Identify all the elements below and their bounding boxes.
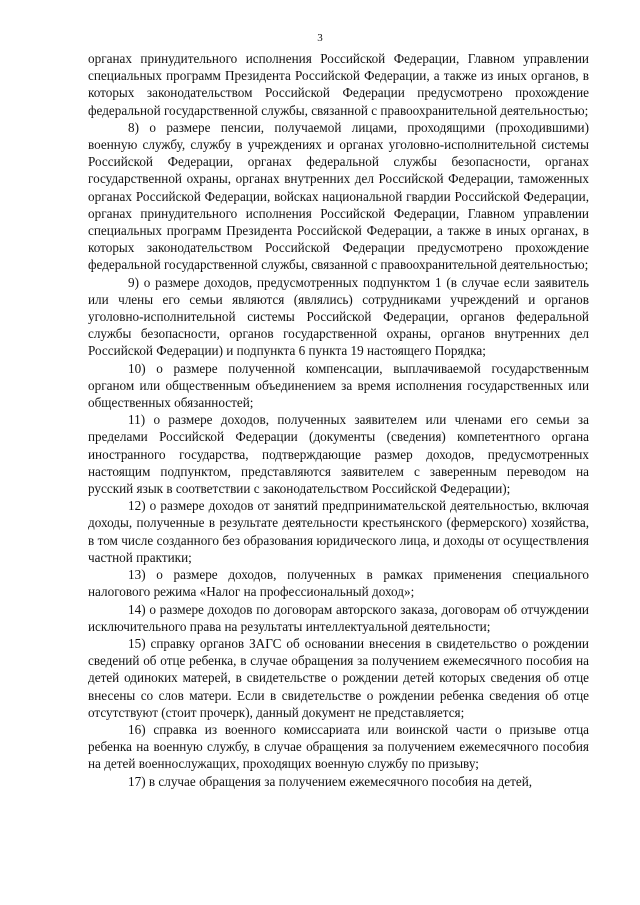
paragraph-item-13: 13) о размере доходов, полученных в рамках применения специального налогового режима «Налог на профессиональный доход»; [88, 567, 589, 600]
paragraph-item-11: 11) о размере доходов, полученных заявителем или членами его семьи за пределами Российской Федерации (документы (сведения) компетентного органа иностранного государства, подтверждающие размер доходов, предусмотренных настоящим подпунктом, представляются заявителем с заверенным переводом на русский язык в соответствии с законодательством Российской Федерации); [88, 412, 589, 497]
paragraph-item-9: 9) о размере доходов, предусмотренных подпунктом 1 (в случае если заявитель или члены его семьи являются (являлись) сотрудниками учреждений и органов уголовно-исполнительной системы Российской Федерации, органов федеральной службы безопасности, органов государственной охраны, органов внутренних дел Российской Федерации) и подпункта 6 пункта 19 настоящего Порядка; [88, 274, 589, 359]
paragraph-item-12: 12) о размере доходов от занятий предпринимательской деятельностью, включая доходы, полученные в результате деятельности крестьянского (фермерского) хозяйства, в том числе созданного без образования юридического лица, и доходы от осуществления частной практики; [88, 498, 589, 565]
paragraph-item-17: 17) в случае обращения за получением ежемесячного пособия на детей, [128, 773, 533, 789]
paragraph-item-14: 14) о размере доходов по договорам авторского заказа, договорам об отчуждении исключительного права на результаты интеллектуальной деятельности; [88, 601, 589, 634]
paragraph-item-16: 16) справка из военного комиссариата или воинской части о призыве отца ребенка на военную службу, в случае обращения за получением ежемесячного пособия на детей военнослужащих, проходящих военную службу по призыву; [88, 721, 589, 772]
page-number: 3 [317, 32, 323, 44]
document-body [88, 50, 589, 790]
paragraph-item-8: 8) о размере пенсии, получаемой лицами, проходящими (проходившими) военную службу, службу в учреждениях и органах уголовно-исполнительной системы Российской Федерации, органах федеральной службы безопасности, органах государственной охраны, органах внутренних дел Российской Федерации, таможенных органах Российской Федерации, войсках национальной гвардии Российской Федерации, органах принудительного исполнения Российской Федерации, Главном управлении специальных программ Президента Российской Федерации, а также в иных органах, в которых законодательством Российской Федерации предусмотрено прохождение федеральной государственной службы, связанной с правоохранительной деятельностью; [88, 119, 589, 273]
paragraph-item-15: 15) справку органов ЗАГС об основании внесения в свидетельство о рождении сведений об отце ребенка, в случае обращения за получением ежемесячного пособия на детей одиноких матерей, в свидетельстве о рождении детей которых сведения об отце внесены со слов матери. Если в свидетельстве о рождении ребенка сведения об отце отсутствуют (стоит прочерк), данный документ не представляется; [88, 635, 589, 720]
paragraph-continuation: органах принудительного исполнения Российской Федерации, Главном управлении специальных программ Президента Российской Федерации, а также из иных органов, в которых законодательством Российской Федерации предусмотрено прохождение федеральной государственной службы, связанной с правоохранительной деятельностью; [88, 51, 589, 118]
paragraph-item-10: 10) о размере полученной компенсации, выплачиваемой государственным органом или общественным объединением за время исполнения государственных или общественных обязанностей; [88, 360, 589, 411]
